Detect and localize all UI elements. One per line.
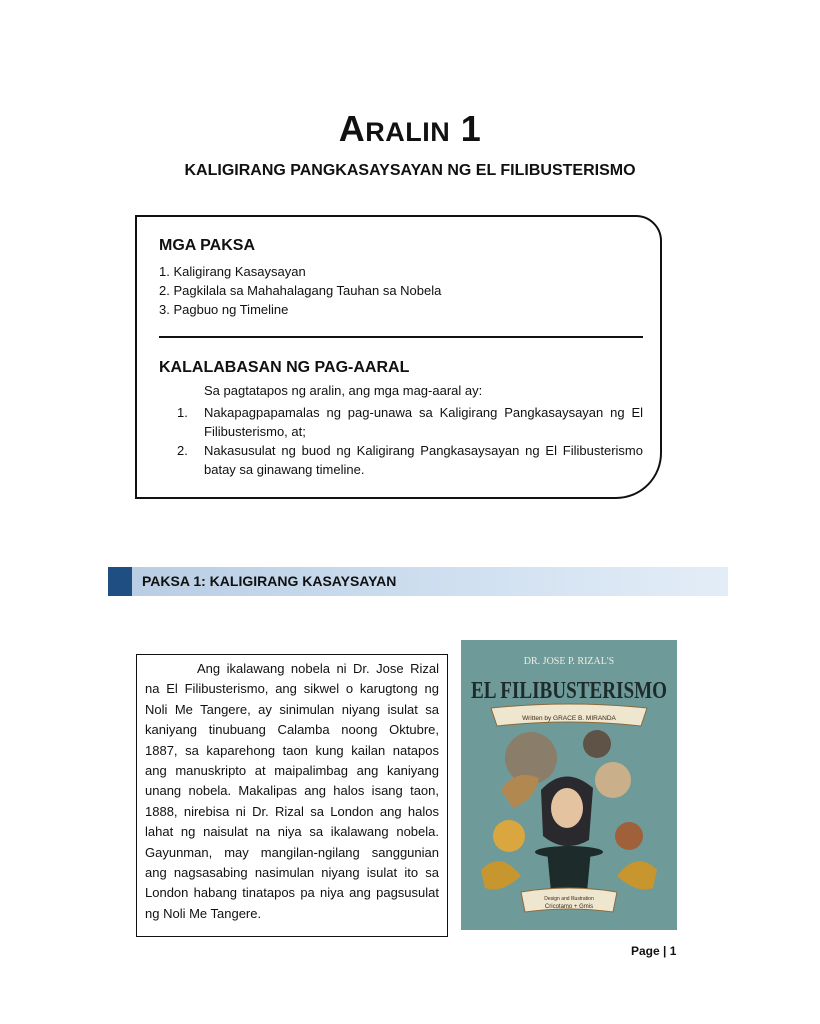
topic-item: 1. Kaligirang Kasaysayan (159, 264, 306, 279)
topic-item: 3. Pagbuo ng Timeline (159, 302, 289, 317)
objective-text: Nakapagpapamalas ng pag-unawa sa Kaligirang Pangkasaysayan ng El Filibusterismo, at; (204, 405, 643, 439)
objectives-heading: KALALABASAN NG PAG-AARAL (159, 359, 410, 376)
lesson-overview-box (135, 215, 662, 499)
section-header-bar (108, 567, 728, 596)
cover-design-line: Design and Illustration (544, 896, 594, 902)
objectives-list (177, 403, 643, 479)
section-accent (108, 567, 132, 596)
lesson-subtitle: KALIGIRANG PANGKASAYSAYAN NG EL FILIBUSTERISMO (184, 162, 636, 179)
history-text-box (136, 654, 448, 937)
cover-illustrators: Cricotamo + Gmis (544, 904, 594, 910)
objective-number: 1. (177, 405, 188, 420)
objective-item (177, 441, 643, 479)
topics-heading: MGA PAKSA (159, 237, 255, 254)
objective-item (177, 403, 643, 441)
lesson-title-rest: RALIN (365, 117, 451, 147)
objective-number: 2. (177, 443, 188, 458)
lesson-number: 1 (460, 108, 482, 149)
section-divider (159, 336, 643, 338)
book-cover-image (461, 640, 677, 930)
cover-written-by: Written by GRACE B. MIRANDA (522, 715, 616, 722)
topics-list (159, 262, 441, 319)
topic-item: 2. Pagkilala sa Mahahalagang Tauhan sa Nobela (159, 283, 442, 298)
lesson-title-initial: A (338, 108, 366, 149)
section-title: PAKSA 1: KALIGIRANG KASAYSAYAN (142, 573, 397, 589)
lesson-title (0, 108, 820, 150)
cover-title: EL FILIBUSTERISMO (471, 678, 667, 704)
objectives-intro: Sa pagtatapos ng aralin, ang mga mag-aaral ay: (204, 383, 483, 398)
history-paragraph: Ang ikalawang nobela ni Dr. Jose Rizal na El Filibusterismo, ang sikwel o karugtong ng Noli Me Tangere, ay sinimulan niyang isulat sa kaniyang tinubuang Calamba noong Oktubre, 1887, sa kaparehong taon kung kailan natapos ang manuskripto at maipalimbag ang kaniyang unang nobela. Makalipas ang halos isang taon, 1888, nirebisa ni Dr. Rizal sa London ang halos lahat ng naisulat na niya sa ikalawang nobela. Gayunman, may mangilan-ngilang sanggunian ang nagsasabing nasimulan niyang isulat ito sa London habang tinatapos pa niya ang pagsusulat ng Noli Me Tangere. (145, 661, 439, 921)
cover-author-line: DR. JOSE P. RIZAL'S (523, 656, 615, 667)
objective-text: Nakasusulat ng buod ng Kaligirang Pangkasaysayan ng El Filibusterismo batay sa ginawang timeline. (204, 443, 643, 477)
page-number: Page | 1 (631, 944, 677, 958)
